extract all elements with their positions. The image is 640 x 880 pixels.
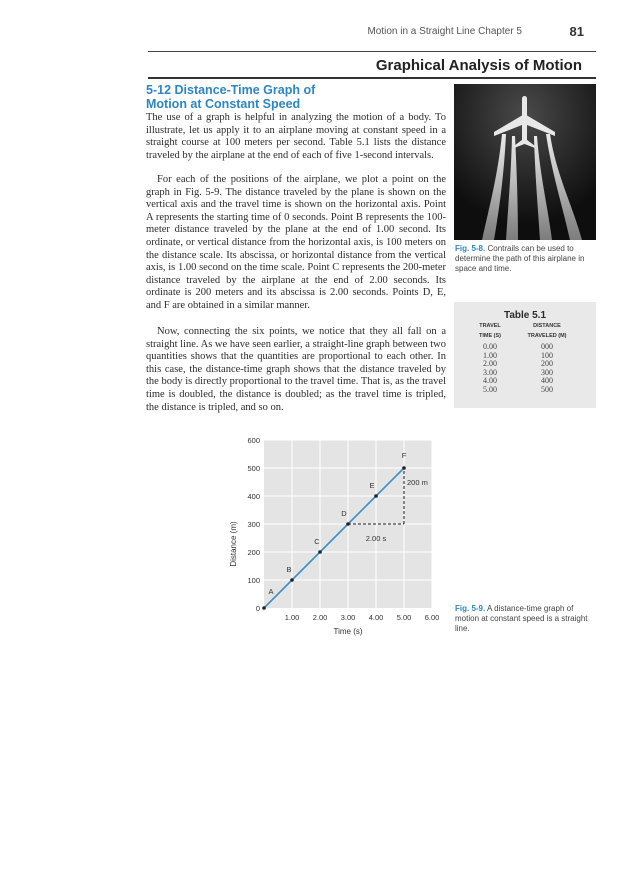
table-cell-distance: 500 xyxy=(541,384,553,394)
title-rule xyxy=(148,77,596,79)
table-cell-time: 3.00 xyxy=(483,367,497,377)
table-cell-time: 4.00 xyxy=(483,376,497,386)
paragraph-intro: The use of a graph is helpful in analyzing the motion of a body. To illustrate, let us apply it to an airplane moving at constant speed in a straight course at 100 meters per second. Table 5.1 lists the distance traveled by the airplane at the end of each of five 1-second intervals. xyxy=(146,112,446,161)
chart-y-tick-label: 500 xyxy=(247,464,260,473)
chart-y-axis-label: Distance (m) xyxy=(229,521,238,567)
chart-x-axis-label: Time (s) xyxy=(333,627,363,636)
chart-x-tick-label: 3.00 xyxy=(340,613,356,622)
section-heading-line-2: Motion at Constant Speed xyxy=(146,97,301,111)
chart-point-e xyxy=(374,494,378,498)
chart-y-tick-label: 0 xyxy=(255,604,260,613)
chart-y-tick-label: 400 xyxy=(247,492,260,501)
figure-5-8-label: Fig. 5-8. xyxy=(455,244,486,253)
chart-point-label: A xyxy=(268,587,274,596)
chart-rise-label: 200 m xyxy=(407,478,428,487)
distance-time-chart xyxy=(218,428,454,644)
contrails-photo xyxy=(454,84,596,240)
chart-point-c xyxy=(318,550,322,554)
table-5-1-title: Table 5.1 xyxy=(503,310,547,321)
table-cell-distance: 100 xyxy=(541,350,553,360)
chart-x-tick-label: 2.00 xyxy=(312,613,328,622)
running-title: Motion in a Straight Line Chapter 5 xyxy=(367,26,522,37)
section-heading xyxy=(146,83,446,111)
page-number: 81 xyxy=(569,24,584,39)
table-col-distance-header-line-2: TRAVELED (M) xyxy=(527,333,567,339)
figure-5-9-text: A distance-time graph of motion at constant speed is a straight line. xyxy=(455,604,588,633)
table-cell-distance: 000 xyxy=(541,342,553,351)
table-col-time-header-line-1: TRAVEL xyxy=(479,323,501,329)
paragraph-straight-line: Now, connecting the six points, we notice that they all fall on a straight line. As we have seen earlier, a straight-line graph between two quantities shows that the quantities are proportional to each other. In this case, the distance-time graph shows that the distance traveled by the body is directly proportional to the travel time. That is, as the travel time is doubled, the distance is doubled; as the travel time is tripled, the distance is tripled, and so on. xyxy=(146,326,446,413)
chart-point-label: D xyxy=(341,509,347,518)
chart-point-label: E xyxy=(369,481,375,490)
figure-5-9-caption xyxy=(455,604,595,634)
chart-point-b xyxy=(290,578,294,582)
table-col-distance xyxy=(516,343,578,395)
chart-point-d xyxy=(346,522,350,526)
table-col-distance-header xyxy=(516,321,578,341)
chart-y-tick-label: 300 xyxy=(247,520,260,529)
table-col-distance-header-line-1: DISTANCE xyxy=(533,323,561,329)
chart-x-tick-labels xyxy=(285,613,440,622)
figure-5-8-caption xyxy=(455,244,595,274)
table-cell-distance: 400 xyxy=(541,376,553,386)
chart-point-a xyxy=(262,606,266,610)
paragraph-plotting: For each of the positions of the airplane, we plot a point on the graph in Fig. 5-9. The distance traveled by the plane is shown on the vertical axis and the travel time is shown on the horizontal axis. Point A represents the starting time of 0 seconds. Point B represents the 100-meter distance traveled by the plane at the end of 1.00 second. Its ordinate, or vertical distance from the horizontal axis, is 100 meters on the distance scale. Its abscissa, or horizontal distance from the vertical axis, is 1.00 second on the time scale. Point C represents the 200-meter distance traveled by the airplane at the end of 2.00 seconds. Its ordinate is 200 meters and its abscissa is 2.00 seconds. Points D, E, and F are obtained in a similar manner. xyxy=(146,174,446,311)
table-cell-distance: 200 xyxy=(541,359,553,369)
table-cell-time: 1.00 xyxy=(483,350,497,360)
chart-point-label: C xyxy=(314,537,320,546)
table-cell-distance: 300 xyxy=(541,367,553,377)
table-col-time-header xyxy=(462,321,518,341)
table-cell-time: 0.00 xyxy=(483,342,497,351)
chart-y-tick-labels xyxy=(247,436,260,613)
chart-point-label: F xyxy=(401,451,407,460)
chart-y-tick-label: 600 xyxy=(247,436,260,445)
table-cell-time: 5.00 xyxy=(483,384,497,394)
table-cell-time: 2.00 xyxy=(483,359,497,369)
chart-x-tick-label: 6.00 xyxy=(424,613,440,622)
figure-5-8-text: Contrails can be used to determine the path of this airplane in space and time. xyxy=(455,244,585,273)
chart-point-f xyxy=(402,466,406,470)
chart-x-tick-label: 5.00 xyxy=(396,613,412,622)
running-head xyxy=(0,24,640,42)
table-col-time-header-line-2: TIME (S) xyxy=(479,333,501,339)
table-col-time xyxy=(462,343,518,395)
figure-5-9-label: Fig. 5-9. xyxy=(455,604,486,613)
section-heading-line-1: 5-12 Distance-Time Graph of xyxy=(146,83,316,97)
chapter-title: Graphical Analysis of Motion xyxy=(375,57,582,74)
chart-run-label: 2.00 s xyxy=(365,534,387,543)
chart-y-tick-label: 200 xyxy=(247,548,260,557)
chart-x-tick-label: 4.00 xyxy=(368,613,384,622)
chart-x-tick-label: 1.00 xyxy=(284,613,300,622)
header-rule xyxy=(148,51,596,52)
chart-y-tick-label: 100 xyxy=(247,576,260,585)
contrails-illustration xyxy=(454,84,596,240)
chart-point-label: B xyxy=(286,565,292,574)
